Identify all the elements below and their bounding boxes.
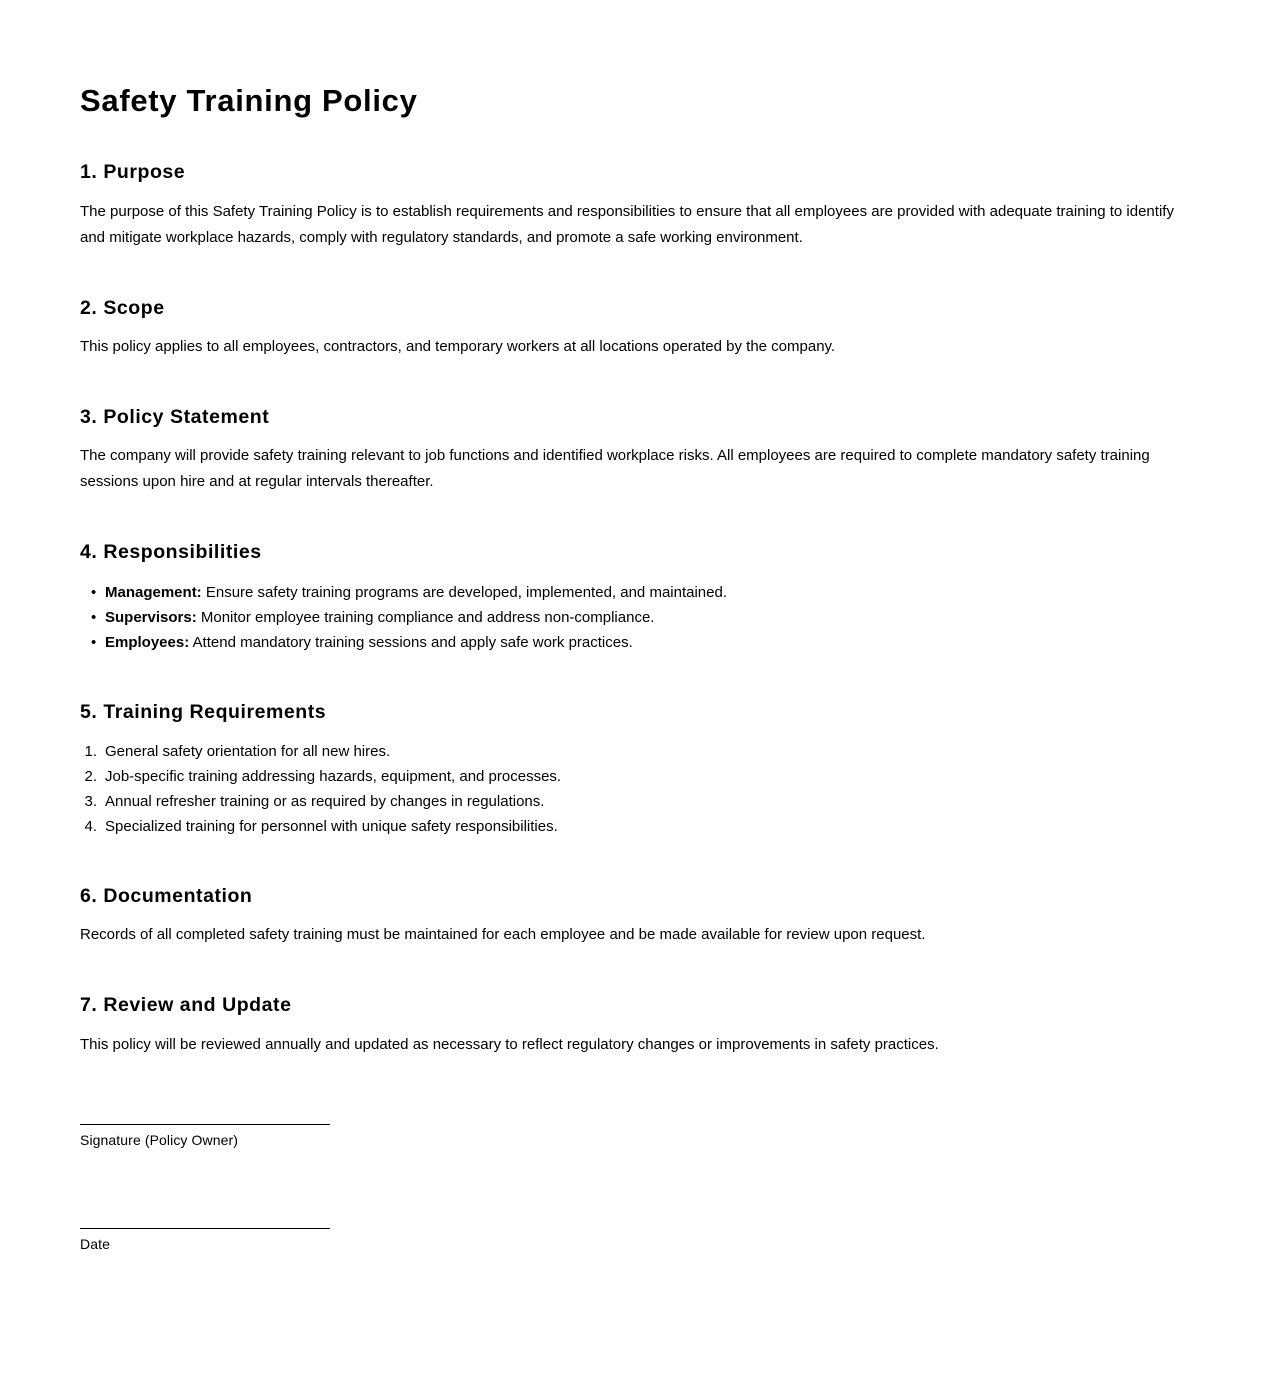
list-item-lead: Employees: xyxy=(105,633,190,651)
signature-block xyxy=(80,1124,1175,1254)
list-item-text: Attend mandatory training sessions and apply safe work practices. xyxy=(192,633,633,651)
section-training-requirements xyxy=(80,700,1175,839)
responsibilities-list xyxy=(80,580,1175,655)
page-title: Safety Training Policy xyxy=(80,83,418,118)
date-field[interactable] xyxy=(80,1228,330,1254)
signature-field[interactable] xyxy=(80,1124,330,1150)
section-heading-responsibilities: 4. Responsibilities xyxy=(80,541,262,564)
list-item-text: Monitor employee training compliance and address non-compliance. xyxy=(200,608,655,626)
signature-rule xyxy=(80,1124,330,1125)
list-item-lead: Supervisors: xyxy=(105,608,197,626)
list-item: Job-specific training addressing hazards, equipment, and processes. xyxy=(105,768,562,786)
section-review-and-update xyxy=(80,993,1175,1057)
list-item xyxy=(80,605,1175,630)
section-body-policy-statement: The company will provide safety training relevant to job functions and identified workplace risks. All employees are required to complete mandatory safety training sessions upon hire and at regular intervals thereafter. xyxy=(80,447,1150,491)
date-rule xyxy=(80,1228,330,1229)
section-heading-purpose: 1. Purpose xyxy=(80,161,186,184)
section-body-review-and-update: This policy will be reviewed annually and updated as necessary to reflect regulatory changes or improvements in safety practices. xyxy=(80,1035,939,1053)
date-label: Date xyxy=(80,1235,110,1252)
section-body-documentation: Records of all completed safety training must be maintained for each employee and be made available for review upon request. xyxy=(80,926,926,944)
signature-label: Signature (Policy Owner) xyxy=(80,1131,239,1148)
list-item: Specialized training for personnel with unique safety responsibilities. xyxy=(105,818,558,836)
section-heading-review-and-update: 7. Review and Update xyxy=(80,994,292,1017)
section-heading-policy-statement: 3. Policy Statement xyxy=(80,405,270,428)
list-item: General safety orientation for all new hires. xyxy=(105,743,391,761)
list-item-lead: Management: xyxy=(105,583,202,601)
list-item: Annual refresher training or as required by changes in regulations. xyxy=(105,793,545,811)
section-scope xyxy=(80,296,1175,360)
section-policy-statement xyxy=(80,405,1175,495)
signature-spacer xyxy=(80,1150,1175,1228)
list-item xyxy=(80,580,1175,605)
list-item-text: Ensure safety training programs are developed, implemented, and maintained. xyxy=(205,583,727,601)
section-body-scope: This policy applies to all employees, contractors, and temporary workers at all locations operated by the company. xyxy=(80,337,836,355)
section-documentation xyxy=(80,884,1175,948)
section-heading-scope: 2. Scope xyxy=(80,296,165,319)
training-requirements-list xyxy=(80,739,1175,839)
list-item xyxy=(80,630,1175,655)
section-heading-documentation: 6. Documentation xyxy=(80,885,253,908)
section-purpose xyxy=(80,160,1175,250)
section-responsibilities xyxy=(80,540,1175,654)
section-heading-training-requirements: 5. Training Requirements xyxy=(80,700,327,723)
section-body-purpose: The purpose of this Safety Training Policy is to establish requirements and responsibilities to ensure that all employees are provided with adequate training to identify and mitigate workplace hazards, comply with regulatory standards, and promote a safe working environment. xyxy=(80,202,1174,246)
